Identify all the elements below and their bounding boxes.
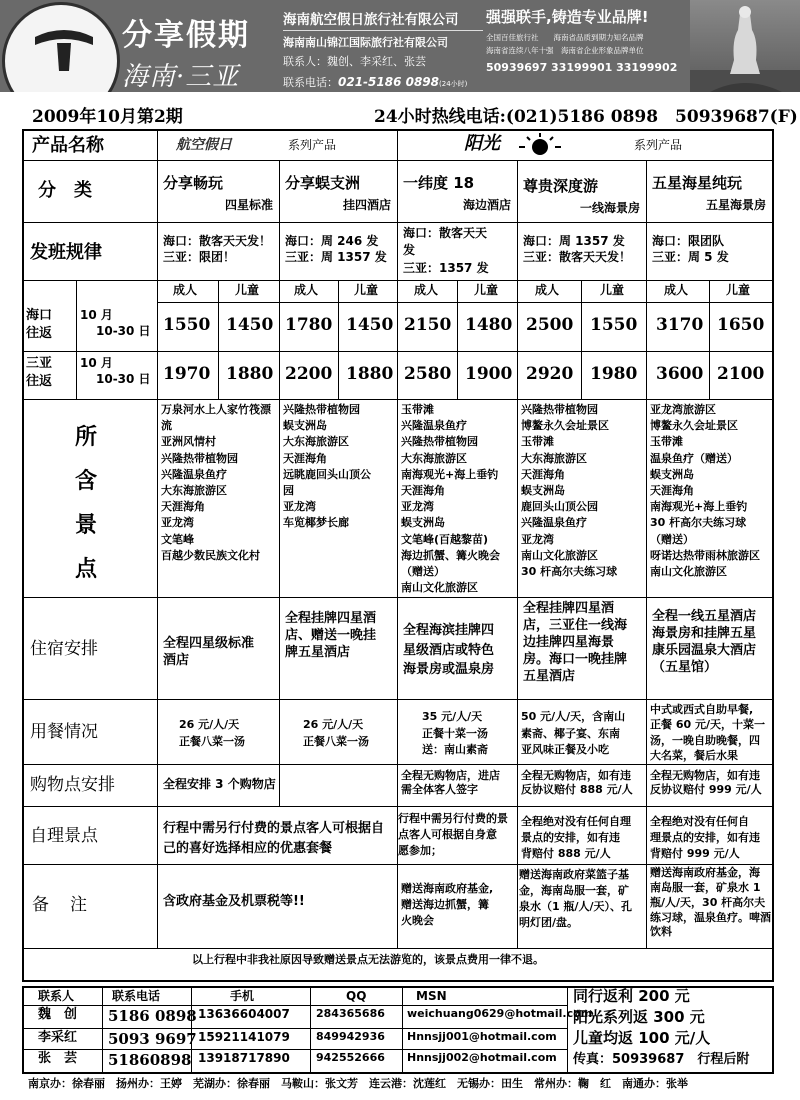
logo-mark-icon bbox=[33, 27, 95, 71]
spot-item-line-1: 万泉河水上人家竹筏漂 bbox=[161, 403, 271, 416]
spot-item-line-8: 亚龙湾 bbox=[161, 516, 194, 530]
contact-phone-line bbox=[283, 74, 483, 90]
spot-item-line-1: 兴隆热带植物园 bbox=[283, 403, 360, 416]
price-sanya-child-1: 1880 bbox=[226, 364, 274, 384]
spot-item-line-3: 大东海旅游区 bbox=[283, 435, 349, 449]
contact-head-mobile: 手机 bbox=[230, 989, 255, 1003]
contact-mobile: 13918717890 bbox=[198, 1051, 290, 1065]
meals-4-line-1: 50 元/人/天，含南山 bbox=[521, 710, 626, 723]
meals-3 bbox=[422, 709, 488, 759]
price-head-child-3: 儿童 bbox=[474, 283, 499, 297]
spot-item-line-9: 亚龙湾 bbox=[521, 532, 554, 546]
spot-item-line-2: 兴隆温泉鱼疗 bbox=[401, 419, 467, 433]
selfpay-merged-line-1: 行程中需另行付费的景点客人可根据自 bbox=[163, 821, 385, 836]
lodging-1-line-2: 酒店 bbox=[163, 652, 190, 668]
company-name-1: 海南航空假日旅行社有限公司 bbox=[283, 8, 483, 31]
meals-4 bbox=[521, 709, 625, 759]
category-name-3: 一纬度 18 bbox=[403, 174, 475, 192]
selfpay-merged-line-2: 己的喜好选择相应的优惠套餐 bbox=[163, 840, 333, 856]
spot-item-line-7: 亚龙湾 bbox=[401, 500, 434, 514]
selfpay-merged bbox=[163, 819, 384, 858]
notes-3-line-3: 火晚会 bbox=[401, 913, 434, 927]
meals-2 bbox=[285, 717, 369, 750]
meals-3-line-3: 送：南山素斋 bbox=[422, 743, 488, 756]
lodging-4-line-4: 房。海口一晚挂牌 bbox=[523, 651, 628, 667]
selfpay-5-line-3: 背赔付 999 元/人 bbox=[650, 846, 740, 860]
price-haikou-child-5: 1650 bbox=[717, 315, 765, 335]
sanya-roundtrip: 往返 bbox=[26, 373, 53, 389]
price-head-adult-1: 成人 bbox=[173, 283, 198, 297]
schedule-2-line-1: 海口：周 246 发 bbox=[285, 234, 379, 248]
price-sanya-adult-2: 2200 bbox=[285, 364, 333, 384]
selfpay-3-line-2: 点客人可根据自身意 bbox=[398, 827, 497, 841]
spot-item-line-6: 蜈支洲岛 bbox=[521, 484, 565, 498]
lodging-5-line-3: 康乐园温泉大酒店 bbox=[652, 642, 757, 658]
meals-3-line-1: 35 元/人/天 bbox=[422, 710, 483, 723]
spots-list-5 bbox=[650, 402, 760, 580]
shopping-3-line-2: 需全体客人签字 bbox=[401, 783, 478, 797]
spot-item-line-8: 车览椰梦长廊 bbox=[283, 516, 349, 530]
spot-item-line-9: 文笔峰 bbox=[161, 532, 194, 546]
lodging-5-line-4: （五星馆） bbox=[652, 659, 718, 675]
spot-item-line-10: 百越少数民族文化村 bbox=[161, 548, 260, 562]
shopping-5-line-2: 反协议赔付 999 元/人 bbox=[650, 783, 762, 797]
sun-logo-icon bbox=[505, 133, 575, 157]
contact-qq: 849942936 bbox=[316, 1030, 385, 1043]
spot-item-line-5: 天涯海角 bbox=[521, 467, 565, 481]
price-sanya-adult-4: 2920 bbox=[526, 364, 574, 384]
spot-item-line-1: 兴隆热带植物园 bbox=[521, 403, 598, 416]
schedule-3-line-3: 三亚：1357 发 bbox=[403, 260, 489, 275]
spot-item-line-5: 南海观光+海上垂钓 bbox=[401, 467, 499, 481]
rebates-block bbox=[573, 986, 749, 1070]
spot-item-line-1: 亚龙湾旅游区 bbox=[650, 403, 716, 416]
haikou-days: 10-30 日 bbox=[96, 324, 151, 339]
fax-line: 传真：50939687 行程后附 bbox=[573, 1052, 750, 1067]
notes-5 bbox=[650, 866, 771, 940]
contact-name: 李采红 bbox=[38, 1030, 78, 1045]
lodging-4 bbox=[523, 601, 627, 685]
haikou-month: 10 月 bbox=[80, 308, 113, 322]
selfpay-5-line-2: 理景点的安排，如有违 bbox=[650, 830, 760, 844]
schedule-4-line-2: 三亚：散客天天发！ bbox=[523, 249, 632, 264]
lodging-label: 住宿安排 bbox=[30, 639, 98, 659]
contact-msn: Hnnsjj002@hotmail.com bbox=[407, 1051, 557, 1064]
schedule-5-line-1: 海口：限团队 bbox=[652, 234, 725, 248]
contact-table bbox=[22, 986, 774, 1074]
notes-5-line-1: 赠送海南政府基金，海 bbox=[650, 866, 760, 879]
meals-1 bbox=[179, 717, 245, 750]
issue-title: 2009年10月第2期 bbox=[32, 107, 183, 127]
company-logo bbox=[2, 2, 120, 92]
spot-item-line-4: 大东海旅游区 bbox=[401, 451, 467, 465]
spot-item-line-2: 博鳌永久会址景区 bbox=[521, 419, 609, 433]
spot-item-line-5: 蜈支洲岛 bbox=[650, 467, 694, 481]
price-haikou-adult-4: 2500 bbox=[526, 315, 574, 335]
shopping-5-line-1: 全程无购物店，如有违 bbox=[650, 769, 760, 782]
meals-5-line-3: 汤，一晚自助晚餐，四 bbox=[650, 733, 760, 747]
meals-5-line-1: 中式或西式自助早餐, bbox=[650, 703, 754, 716]
schedule-3-line-1: 海口：散客天天 bbox=[403, 226, 488, 240]
series-a-logo bbox=[176, 134, 232, 155]
spot-item-line-7: 鹿回头山顶公园 bbox=[521, 500, 598, 514]
spots-list-2 bbox=[283, 402, 371, 532]
spot-item-line-3: 玉带滩 bbox=[650, 435, 683, 449]
spot-item-line-8: 30 杆高尔夫练习球 bbox=[650, 516, 747, 530]
sanya-dates bbox=[80, 355, 151, 387]
lodging-3-line-3: 海景房或温泉房 bbox=[403, 662, 495, 677]
schedule-3 bbox=[403, 225, 489, 277]
spots-label bbox=[66, 416, 106, 592]
lodging-3 bbox=[403, 621, 494, 680]
spot-item-line-5: 远眺鹿回头山顶公 bbox=[283, 467, 371, 481]
price-head-child-2: 儿童 bbox=[354, 283, 379, 297]
schedule-label: 发班规律 bbox=[30, 242, 102, 263]
contact-phone: 021-5186 0898 bbox=[338, 75, 440, 89]
price-head-child-5: 儿童 bbox=[726, 283, 751, 297]
spot-item-line-3: 亚洲风情村 bbox=[161, 435, 216, 449]
shopping-merged: 全程安排 3 个购物店 bbox=[163, 777, 276, 791]
contact-mobile: 13636604007 bbox=[198, 1007, 290, 1021]
contact-people: 联系人：魏创、李采红、张芸 bbox=[283, 55, 426, 68]
price-sanya-child-4: 1980 bbox=[590, 364, 638, 384]
contact-phone-note: (24小时) bbox=[439, 80, 468, 88]
meals-4-line-2: 素斋、椰子宴、东南 bbox=[521, 726, 620, 740]
spot-item-line-10: 海边抓蟹、篝火晚会 bbox=[401, 548, 500, 562]
schedule-4 bbox=[523, 234, 631, 265]
itinerary-table bbox=[22, 129, 774, 982]
selfpay-4-line-1: 全程绝对没有任何自理 bbox=[521, 815, 631, 828]
lodging-5 bbox=[652, 609, 756, 677]
meals-3-line-2: 正餐十菜一汤 bbox=[422, 726, 488, 740]
contact-msn: weichuang0629@hotmail.com bbox=[407, 1007, 593, 1020]
category-hotel-4: 一线海景房 bbox=[579, 201, 640, 215]
selfpay-4-line-3: 背赔付 888 元/人 bbox=[521, 846, 611, 860]
spots-label-2: 含 bbox=[74, 469, 97, 494]
category-hotel-3: 海边酒店 bbox=[462, 198, 511, 212]
price-head-adult-5: 成人 bbox=[664, 283, 689, 297]
schedule-4-line-1: 海口：周 1357 发 bbox=[523, 234, 625, 248]
contact-mobile: 15921141079 bbox=[198, 1030, 290, 1044]
guanyin-statue-photo bbox=[690, 0, 800, 92]
price-head-adult-2: 成人 bbox=[294, 283, 319, 297]
price-haikou-adult-2: 1780 bbox=[285, 315, 333, 335]
series-b-label: 系列产品 bbox=[634, 138, 683, 152]
spot-item-line-6: 大东海旅游区 bbox=[161, 484, 227, 498]
spot-item-line-6: 天涯海角 bbox=[650, 484, 694, 498]
shopping-4 bbox=[521, 769, 633, 798]
lodging-3-line-2: 星级酒店或特色 bbox=[403, 642, 495, 658]
contact-phone: 5093 9697 bbox=[108, 1030, 197, 1048]
spot-item-line-11: 南山文化旅游区 bbox=[650, 565, 727, 579]
schedule-2 bbox=[285, 234, 387, 265]
haikou-route bbox=[26, 307, 52, 342]
schedule-5 bbox=[652, 234, 729, 265]
spot-item-line-11: 30 杆高尔夫练习球 bbox=[521, 565, 618, 579]
contact-head-qq: QQ bbox=[346, 989, 367, 1003]
brand-block bbox=[122, 10, 250, 92]
spot-item-line-9: 文笔峰(百越黎苗) bbox=[401, 532, 489, 546]
branch-offices: 南京办：徐春丽 扬州办：王婷 芜湖办：徐春丽 马鞍山：张文芳 连云港：沈莲红 无锡办：田生 常州办：鞠 红 南通办：张举 bbox=[28, 1077, 688, 1090]
shopping-label: 购物点安排 bbox=[30, 775, 115, 795]
rebate-1: 同行返利 200 元 bbox=[573, 987, 690, 1005]
contact-phone-label: 联系电话： bbox=[283, 76, 338, 89]
lodging-1-line-1: 全程四星级标准 bbox=[163, 636, 255, 651]
spot-item-line-7: 亚龙湾 bbox=[283, 500, 316, 514]
category-name-4: 尊贵深度游 bbox=[523, 177, 599, 195]
spot-item-line-2: 博鳌永久会址景区 bbox=[650, 419, 738, 433]
sanya-city: 三亚 bbox=[26, 356, 53, 371]
contact-phone: 51860898 bbox=[108, 1051, 192, 1069]
price-head-adult-3: 成人 bbox=[414, 283, 439, 297]
category-hotel-2: 挂四酒店 bbox=[342, 198, 391, 212]
lodging-2-line-3: 牌五星酒店 bbox=[285, 644, 351, 660]
issue-bar bbox=[18, 102, 798, 126]
shopping-4-line-2: 反协议赔付 888 元/人 bbox=[521, 783, 633, 797]
selfpay-3-line-1: 行程中需另行付费的景 bbox=[398, 812, 508, 825]
notes-4-line-1: 赠送海南政府菜篮子基 bbox=[519, 868, 629, 881]
lodging-5-line-1: 全程一线五星酒店 bbox=[652, 609, 757, 624]
spot-item-line-5: 兴隆温泉鱼疗 bbox=[161, 467, 227, 481]
notes-4-line-2: 金，海南岛服一套，矿 bbox=[519, 883, 629, 897]
spot-item-line-4: 温泉鱼疗（赠送） bbox=[650, 451, 738, 465]
spot-item-line-4: 兴隆热带植物园 bbox=[161, 451, 238, 465]
spot-item-line-2: 流 bbox=[161, 419, 172, 433]
meals-4-line-3: 亚风味正餐及小吃 bbox=[521, 743, 609, 756]
spot-item-line-10: 南山文化旅游区 bbox=[521, 548, 598, 562]
meals-5-line-4: 大名菜，餐后水果 bbox=[650, 749, 738, 763]
selfpay-4-line-2: 景点的安排，如有违 bbox=[521, 830, 620, 844]
category-hotel-1: 四星标准 bbox=[224, 198, 273, 212]
notes-5-line-3: 瓶/人/天，30 杆高尔夫 bbox=[650, 895, 766, 909]
price-sanya-adult-1: 1970 bbox=[163, 364, 211, 384]
spot-item-line-12: 南山文化旅游区 bbox=[401, 581, 478, 595]
price-haikou-adult-5: 3170 bbox=[656, 315, 704, 335]
company-info bbox=[283, 8, 483, 90]
category-hotel-5: 五星海景房 bbox=[705, 198, 766, 212]
rebate-3: 儿童均返 100 元/人 bbox=[573, 1029, 711, 1047]
haikou-roundtrip: 往返 bbox=[26, 325, 53, 341]
schedule-3-line-2: 发 bbox=[403, 243, 416, 258]
lodging-5-line-2: 海景房和挂牌五星 bbox=[652, 625, 757, 641]
spot-item-line-10: 呀诺达热带雨林旅游区 bbox=[650, 548, 760, 562]
rebate-2: 阳光系列返 300 元 bbox=[573, 1008, 705, 1026]
meals-5-line-2: 正餐 60 元/天，十菜一 bbox=[650, 718, 765, 732]
selfpay-5 bbox=[650, 814, 760, 862]
selfpay-4 bbox=[521, 814, 631, 862]
meals-1-line-2: 正餐八菜一汤 bbox=[179, 734, 245, 748]
spot-item-line-8: 蜈支洲岛 bbox=[401, 516, 445, 530]
category-label: 分 类 bbox=[38, 180, 92, 201]
contact-qq: 942552666 bbox=[316, 1051, 385, 1064]
selfpay-3 bbox=[398, 811, 508, 859]
spots-list-1 bbox=[161, 402, 271, 564]
sanya-route bbox=[26, 355, 52, 390]
price-sanya-adult-3: 2580 bbox=[404, 364, 452, 384]
spots-label-1: 所 bbox=[74, 425, 97, 450]
schedule-1 bbox=[163, 234, 271, 265]
price-haikou-child-2: 1450 bbox=[346, 315, 394, 335]
lodging-2-line-2: 店、赠送一晚挂 bbox=[285, 627, 377, 643]
spots-list-4 bbox=[521, 402, 617, 580]
notes-merged: 含政府基金及机票税等!! bbox=[163, 894, 305, 909]
notes-5-line-5: 饮料 bbox=[650, 925, 672, 939]
schedule-5-line-2: 三亚：周 5 发 bbox=[652, 249, 729, 264]
spots-label-4: 点 bbox=[74, 557, 97, 582]
price-haikou-child-3: 1480 bbox=[465, 315, 513, 335]
series-a-label: 系列产品 bbox=[288, 138, 337, 152]
price-sanya-child-5: 2100 bbox=[717, 364, 765, 384]
sanya-days: 10-30 日 bbox=[96, 372, 151, 387]
price-haikou-adult-1: 1550 bbox=[163, 315, 211, 335]
header-banner bbox=[0, 0, 800, 92]
price-head-adult-4: 成人 bbox=[535, 283, 560, 297]
slogan-phones: 50939697 33199901 33199902 bbox=[486, 61, 678, 74]
series-b-logo bbox=[464, 132, 575, 157]
price-haikou-child-1: 1450 bbox=[226, 315, 274, 335]
lodging-2-line-1: 全程挂牌四星酒 bbox=[285, 611, 377, 626]
price-sanya-adult-5: 3600 bbox=[656, 364, 704, 384]
spot-item-line-4: 大东海旅游区 bbox=[521, 451, 587, 465]
slogan-block bbox=[486, 6, 686, 74]
price-head-child-4: 儿童 bbox=[600, 283, 625, 297]
schedule-1-line-2: 三亚：限团！ bbox=[163, 249, 236, 264]
spot-item-line-7: 天涯海角 bbox=[161, 500, 205, 514]
shopping-4-line-1: 全程无购物店，如有违 bbox=[521, 769, 631, 782]
notes-4 bbox=[519, 867, 632, 931]
notes-5-line-4: 练习球，温泉鱼疗。啤酒 bbox=[650, 910, 771, 924]
lodging-3-line-1: 全程海滨挂牌四 bbox=[403, 623, 495, 638]
contact-head-phone: 联系电话 bbox=[112, 989, 161, 1003]
shopping-3 bbox=[401, 769, 500, 798]
selfpay-5-line-1: 全程绝对没有任何自 bbox=[650, 815, 749, 828]
spots-label-3: 景 bbox=[74, 513, 97, 538]
price-haikou-child-4: 1550 bbox=[590, 315, 638, 335]
selfpay-3-line-3: 愿参加； bbox=[398, 843, 442, 857]
contact-name: 张 芸 bbox=[38, 1051, 78, 1066]
spot-item-line-11: （赠送） bbox=[401, 565, 445, 579]
meals-1-line-1: 26 元/人/天 bbox=[179, 718, 240, 731]
contact-msn: Hnnsjj001@hotmail.com bbox=[407, 1030, 557, 1043]
slogan-small-2: 海南省连续八年十强 海南省企业形象品牌单位 bbox=[486, 46, 644, 55]
brand-title: 分享假期 bbox=[122, 18, 250, 53]
brand-subtitle: 海南·三亚 bbox=[122, 62, 240, 92]
slogan-small-1: 全国百佳旅行社 海南省品质到期力知名品牌 bbox=[486, 33, 644, 42]
lodging-1 bbox=[163, 636, 254, 670]
shopping-5 bbox=[650, 769, 762, 798]
price-sanya-child-2: 1880 bbox=[346, 364, 394, 384]
contact-phone: 5186 0898 bbox=[108, 1007, 197, 1025]
haikou-dates bbox=[80, 307, 151, 339]
spot-item-line-7: 南海观光+海上垂钓 bbox=[650, 500, 748, 514]
contact-head-msn: MSN bbox=[416, 989, 447, 1003]
category-name-2: 分享蜈支洲 bbox=[285, 174, 361, 192]
sanya-month: 10 月 bbox=[80, 356, 113, 370]
notes-4-line-4: 明灯团/盘。 bbox=[519, 915, 579, 929]
company-name-2: 海南南山锦江国际旅行社有限公司 bbox=[283, 36, 448, 49]
disclaimer: 以上行程中非我社原因导致赠送景点无法游览的，该景点费用一律不退。 bbox=[192, 953, 544, 966]
selfpay-label: 自理景点 bbox=[30, 826, 98, 846]
hotline: 24小时热线电话:(021)5186 0898 50939687(F) bbox=[374, 107, 798, 127]
category-name-5: 五星海星纯玩 bbox=[652, 174, 743, 192]
lodging-4-line-5: 五星酒店 bbox=[523, 668, 576, 684]
spots-list-3 bbox=[401, 402, 500, 596]
spot-item-line-3: 兴隆热带植物园 bbox=[401, 435, 478, 449]
spot-item-line-6: 天涯海角 bbox=[401, 484, 445, 498]
product-name-label: 产品名称 bbox=[32, 135, 104, 156]
spot-item-line-6: 园 bbox=[283, 484, 294, 498]
meals-2-line-2: 正餐八菜一汤 bbox=[303, 734, 369, 748]
lodging-2 bbox=[285, 611, 376, 662]
contact-head-name: 联系人 bbox=[38, 989, 75, 1003]
spot-item-line-8: 兴隆温泉鱼疗 bbox=[521, 516, 587, 530]
spot-item-line-1: 玉带滩 bbox=[401, 403, 434, 416]
category-name-1: 分享畅玩 bbox=[163, 174, 224, 192]
spot-item-line-9: （赠送） bbox=[650, 532, 694, 546]
meals-2-line-1: 26 元/人/天 bbox=[303, 718, 364, 731]
meals-5 bbox=[650, 702, 765, 764]
notes-4-line-3: 泉水（1 瓶/人/天）、孔 bbox=[519, 899, 633, 913]
notes-5-line-2: 南岛服一套，矿泉水 1 bbox=[650, 880, 761, 894]
price-haikou-adult-3: 2150 bbox=[404, 315, 452, 335]
notes-label: 备 注 bbox=[32, 895, 89, 915]
meals-label: 用餐情况 bbox=[30, 722, 98, 742]
notes-3-line-1: 赠送海南政府基金, bbox=[401, 882, 494, 895]
notes-3-line-2: 赠送海边抓蟹，篝 bbox=[401, 897, 489, 911]
lodging-4-line-3: 边挂牌四星海景 bbox=[523, 634, 615, 650]
spot-item-line-3: 玉带滩 bbox=[521, 435, 554, 449]
schedule-1-line-1: 海口：散客天天发！ bbox=[163, 234, 272, 248]
lodging-4-line-2: 店，三亚住一线海 bbox=[523, 617, 628, 633]
contact-qq: 284365686 bbox=[316, 1007, 385, 1020]
schedule-2-line-2: 三亚：周 1357 发 bbox=[285, 249, 387, 264]
series-b-logo-text: 阳光 bbox=[464, 133, 500, 154]
spot-item-line-2: 蜈支洲岛 bbox=[283, 419, 327, 433]
statue-icon bbox=[690, 0, 800, 92]
series-a-logo-text: 航空假日 bbox=[176, 137, 232, 153]
lodging-4-line-1: 全程挂牌四星酒 bbox=[523, 601, 615, 616]
slogan: 强强联手,铸造专业品牌! bbox=[486, 8, 649, 26]
haikou-city: 海口 bbox=[26, 308, 53, 323]
price-sanya-child-3: 1900 bbox=[465, 364, 513, 384]
shopping-3-line-1: 全程无购物店，进店 bbox=[401, 769, 500, 782]
spot-item-line-4: 天涯海角 bbox=[283, 451, 327, 465]
contact-name: 魏 创 bbox=[38, 1007, 78, 1022]
price-head-child-1: 儿童 bbox=[235, 283, 260, 297]
notes-3 bbox=[401, 881, 493, 929]
